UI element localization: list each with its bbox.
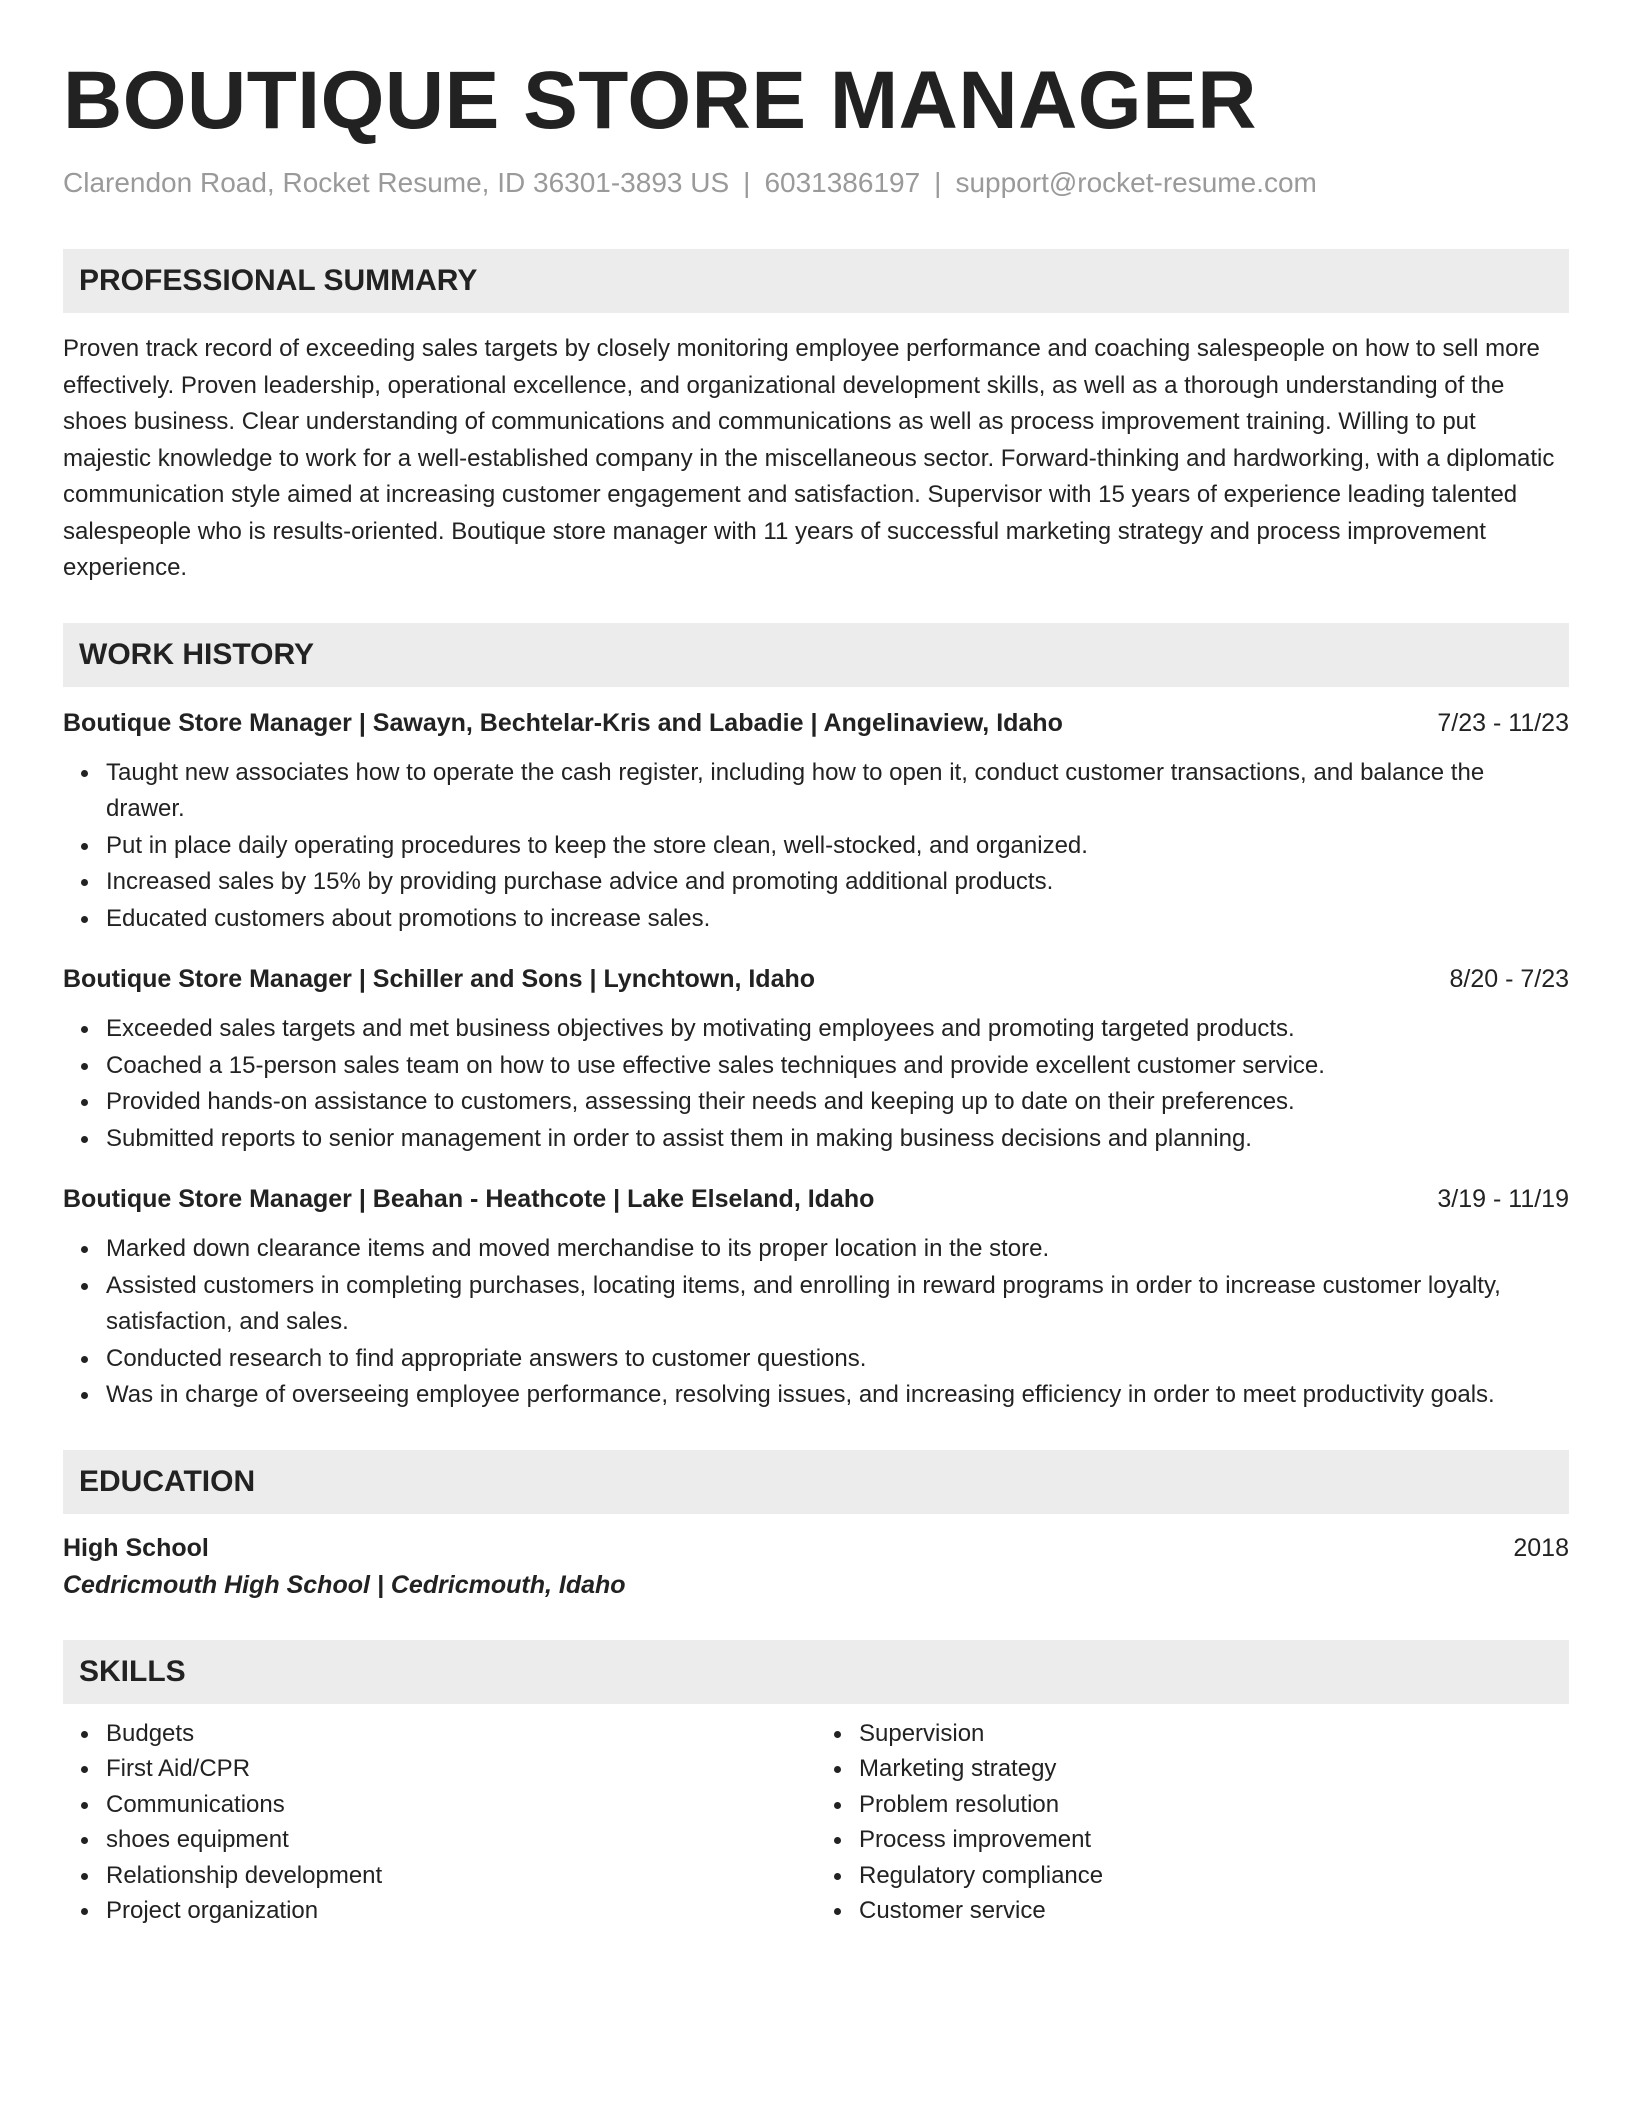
section-header-work-history: WORK HISTORY	[63, 623, 1569, 687]
contact-address: Clarendon Road, Rocket Resume, ID 36301-3893 US	[63, 167, 730, 198]
skill-item: Relationship development	[106, 1858, 816, 1894]
education-year: 2018	[1513, 1533, 1569, 1562]
job-bullet: Assisted customers in completing purchases, locating items, and enrolling in reward programs in order to increase customer loyalty, satisfaction, and sales.	[106, 1268, 1569, 1341]
job-bullet: Exceeded sales targets and met business objectives by motivating employees and promoting targeted products.	[106, 1011, 1569, 1048]
job-bullet: Taught new associates how to operate the cash register, including how to open it, conduct customer transactions, and balance the drawer.	[106, 755, 1569, 828]
job-entry	[63, 1181, 1569, 1414]
skills-column-left	[63, 1716, 816, 1929]
job-title: Boutique Store Manager | Schiller and Sons | Lynchtown, Idaho	[63, 965, 816, 993]
skills-list	[63, 1716, 1569, 1929]
section-header-skills: SKILLS	[63, 1640, 1569, 1704]
skill-item: Marketing strategy	[859, 1751, 1569, 1787]
contact-separator: |	[934, 167, 942, 198]
skill-item: Budgets	[106, 1716, 816, 1752]
skill-item: Regulatory compliance	[859, 1858, 1569, 1894]
contact-separator: |	[743, 167, 751, 198]
job-entry	[63, 705, 1569, 938]
job-title: Boutique Store Manager | Sawayn, Bechtelar-Kris and Labadie | Angelinaview, Idaho	[63, 708, 1063, 737]
resume-title: BOUTIQUE STORE MANAGER	[63, 55, 1257, 146]
job-bullet: Submitted reports to senior management in order to assist them in making business decisions and planning.	[106, 1121, 1569, 1158]
job-bullet: Increased sales by 15% by providing purchase advice and promoting additional products.	[106, 864, 1569, 901]
skill-item: Problem resolution	[859, 1787, 1569, 1823]
job-bullets	[63, 1011, 1569, 1157]
job-bullet: Coached a 15-person sales team on how to use effective sales techniques and provide excellent customer service.	[106, 1048, 1569, 1085]
contact-email: support@rocket-resume.com	[955, 167, 1317, 198]
job-bullet: Provided hands-on assistance to customers, assessing their needs and keeping up to date on their preferences.	[106, 1084, 1569, 1121]
education-header	[63, 1530, 1569, 1566]
contact-phone: 6031386197	[764, 167, 921, 198]
skills-column-right	[816, 1716, 1569, 1929]
skill-item: Project organization	[106, 1893, 816, 1929]
summary-text: Proven track record of exceeding sales targets by closely monitoring employee performance and coaching salespeople on how to sell more effectively. Proven leadership, operational excellence, and organizational development skills, as well as a thorough understanding of the shoes business. Clear understanding of communications and communications as well as process improvement training. Willing to put majestic knowledge to work for a well-established company in the miscellaneous sector. Forward-thinking and hardworking, with a diplomatic communication style aimed at increasing customer engagement and satisfaction. Supervisor with 15 years of experience leading talented salespeople who is results-oriented. Boutique store manager with 11 years of successful marketing strategy and process improvement experience.	[63, 335, 1555, 581]
skill-item: Customer service	[859, 1893, 1569, 1929]
job-dates: 8/20 - 7/23	[1449, 965, 1569, 993]
education-degree: High School	[63, 1533, 209, 1562]
job-bullets	[63, 755, 1569, 938]
contact-line	[63, 167, 1569, 199]
job-bullet: Marked down clearance items and moved merchandise to its proper location in the store.	[106, 1231, 1569, 1268]
job-title: Boutique Store Manager | Beahan - Heathcote | Lake Elseland, Idaho	[63, 1185, 875, 1213]
job-bullet: Put in place daily operating procedures to keep the store clean, well-stocked, and organized.	[106, 828, 1569, 865]
job-header	[63, 705, 1569, 741]
job-bullet: Educated customers about promotions to increase sales.	[106, 901, 1569, 938]
education-entry	[63, 1530, 1569, 1604]
job-bullet: Conducted research to find appropriate answers to customer questions.	[106, 1341, 1569, 1378]
job-dates: 7/23 - 11/23	[1437, 708, 1569, 737]
education-school: Cedricmouth High School | Cedricmouth, Idaho	[63, 1570, 626, 1599]
job-entry	[63, 961, 1569, 1157]
skill-item: Process improvement	[859, 1822, 1569, 1858]
skill-item: Communications	[106, 1787, 816, 1823]
job-header	[63, 961, 1569, 997]
job-header	[63, 1181, 1569, 1217]
job-bullets	[63, 1231, 1569, 1414]
skill-item: First Aid/CPR	[106, 1751, 816, 1787]
job-dates: 3/19 - 11/19	[1437, 1185, 1569, 1213]
skill-item: Supervision	[859, 1716, 1569, 1752]
section-header-summary: PROFESSIONAL SUMMARY	[63, 249, 1569, 313]
job-bullet: Was in charge of overseeing employee performance, resolving issues, and increasing efficiency in order to meet productivity goals.	[106, 1377, 1569, 1414]
skill-item: shoes equipment	[106, 1822, 816, 1858]
section-header-education: EDUCATION	[63, 1450, 1569, 1514]
